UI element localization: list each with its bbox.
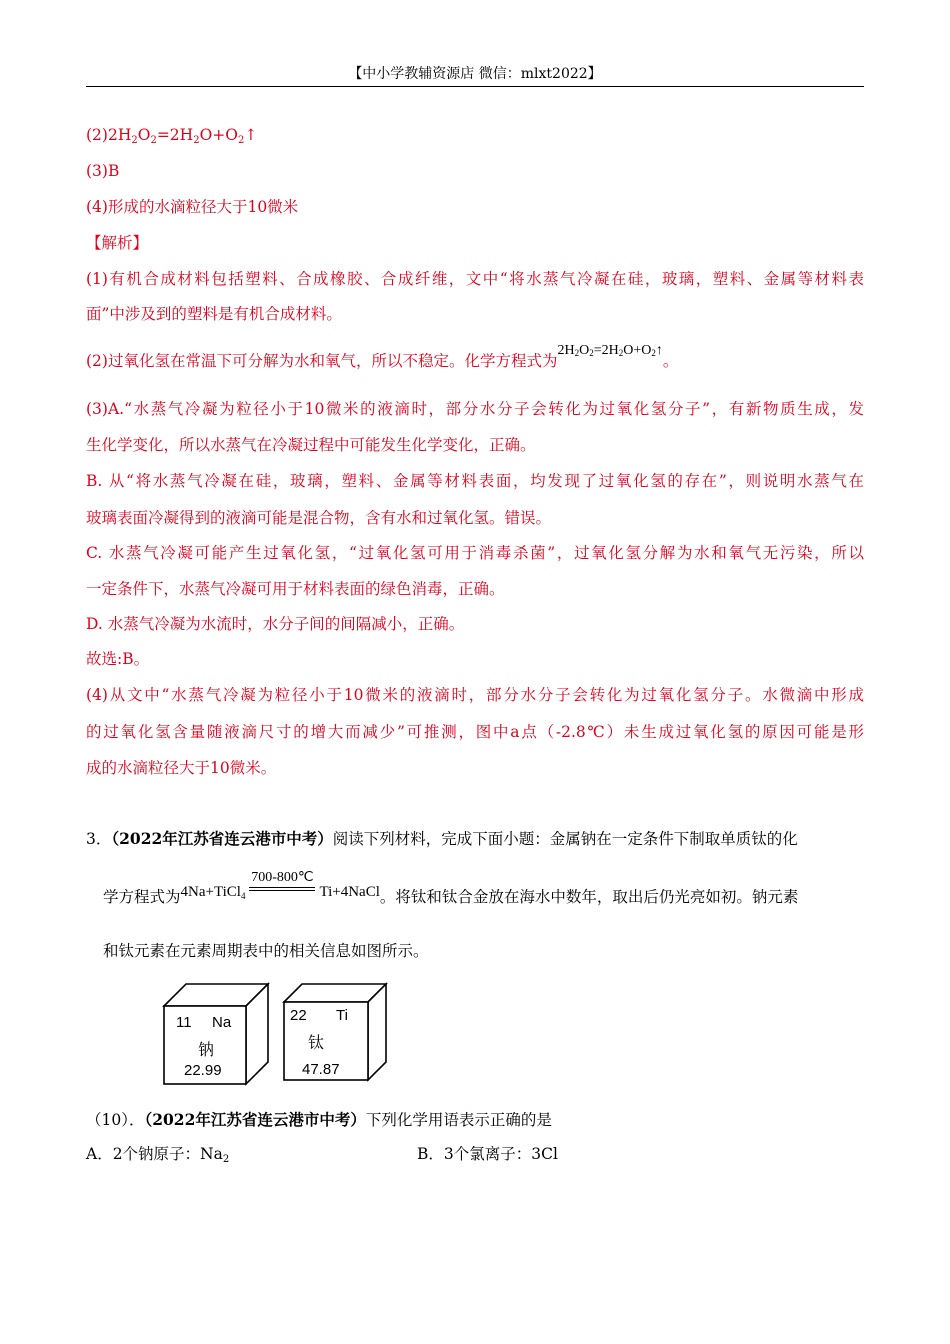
answer-3: (3)B (86, 162, 120, 180)
reaction-condition: 700-800℃ (251, 870, 314, 885)
answer-2: $(2)2H_2O_2=2H_2O+O_2↑$ (86, 126, 258, 146)
analysis-p1-line2: 面”中涉及到的塑料是有机合成材料。 (86, 305, 342, 323)
question-3-line1: 3．（2022年江苏省连云港市中考）阅读下列材料，完成下面小题：金属钠在一定条件下制取单质钛的化 (86, 829, 798, 848)
element-number: 11 (176, 1014, 192, 1031)
analysis-p3d: D. 水蒸气冷凝为水流时，水分子间的间隔减小，正确。 (86, 615, 465, 633)
answer-4: (4)形成的水滴粒径大于10微米 (86, 198, 299, 216)
question-3-line3: 和钛元素在元素周期表中的相关信息如图所示。 (103, 942, 429, 960)
analysis-p4-line1: (4)从文中“水蒸气冷凝为粒径小于10微米的液滴时，部分水分子会转化为过氧化氢分子。水微滴中形成 (86, 686, 864, 704)
analysis-choice: 故选:B。 (86, 650, 150, 668)
element-mass: 47.87 (302, 1061, 340, 1078)
element-symbol: Na (212, 1014, 232, 1031)
analysis-p3a-line1: (3)A.“水蒸气冷凝为粒径小于10微米的液滴时，部分水分子会转化为过氧化氢分子”，有新物质生成，发 (86, 400, 864, 418)
question-3-line2: 学方程式为4Na+TiCl$_4$ 700-800℃ Ti+4NaCl。将钛和钛合金放在海水中数年，取出后仍光亮如初。钠元素 (103, 886, 798, 909)
reaction-equation: 4Na+TiCl$_4$ 700-800℃ Ti+4NaCl (181, 881, 380, 903)
analysis-p3c-line1: C. 水蒸气冷凝可能产生过氧化氢，“过氧化氢可用于消毒杀菌”，过氧化氢分解为水和氧气无污染，所以 (86, 544, 864, 562)
analysis-p4-line2: 的过氧化氢含量随液滴尺寸的增大而减少”可推测，图中a点（-2.8℃）未生成过氧化氢的原因可能是形 (86, 723, 864, 741)
analysis-p1-line1: (1)有机合成材料包括塑料、合成橡胶、合成纤维，文中“将水蒸气冷凝在硅，玻璃，塑料、金属等材料表 (86, 270, 864, 288)
analysis-title: 【解析】 (86, 234, 149, 252)
analysis-p2: (2)过氧化氢在常温下可分解为水和氧气，所以不稳定。化学方程式为$2H_2O_2=2H_2O+O_2↑$。 (86, 350, 678, 374)
element-number: 22 (290, 1007, 307, 1024)
element-name: 钛 (308, 1035, 325, 1052)
analysis-p3b-line2: 玻璃表面冷凝得到的液滴可能是混合物，含有水和过氧化氢。错误。 (86, 509, 552, 527)
analysis-p3b-line1: B. 从“将水蒸气冷凝在硅，玻璃，塑料、金属等材料表面，均发现了过氧化氢的存在”，则说明水蒸气在 (86, 472, 864, 490)
option-a: A．2个钠原子：$Na_2$ (86, 1145, 230, 1165)
element-cube-na (160, 982, 272, 1086)
element-cube-ti (280, 982, 392, 1086)
question-10: （10）．（2022年江苏省连云港市中考）下列化学用语表示正确的是 (86, 1110, 552, 1129)
element-name: 钠 (198, 1042, 215, 1059)
analysis-p3a-line2: 生化学变化，所以水蒸气在冷凝过程中可能发生化学变化，正确。 (86, 436, 536, 454)
header-rule (86, 86, 864, 87)
analysis-p3c-line2: 一定条件下，水蒸气冷凝可用于材料表面的绿色消毒，正确。 (86, 580, 505, 598)
element-symbol: Ti (336, 1007, 348, 1024)
element-mass: 22.99 (184, 1062, 222, 1079)
page-header: 【中小学教辅资源店 微信：mlxt2022】 (348, 66, 602, 82)
equation-h2o2: $2H_2O_2=2H_2O+O_2↑$ (557, 343, 663, 358)
option-b: B．3个氯离子：3Cl (417, 1145, 558, 1163)
analysis-p4-line3: 成的水滴粒径大于10微米。 (86, 759, 277, 777)
